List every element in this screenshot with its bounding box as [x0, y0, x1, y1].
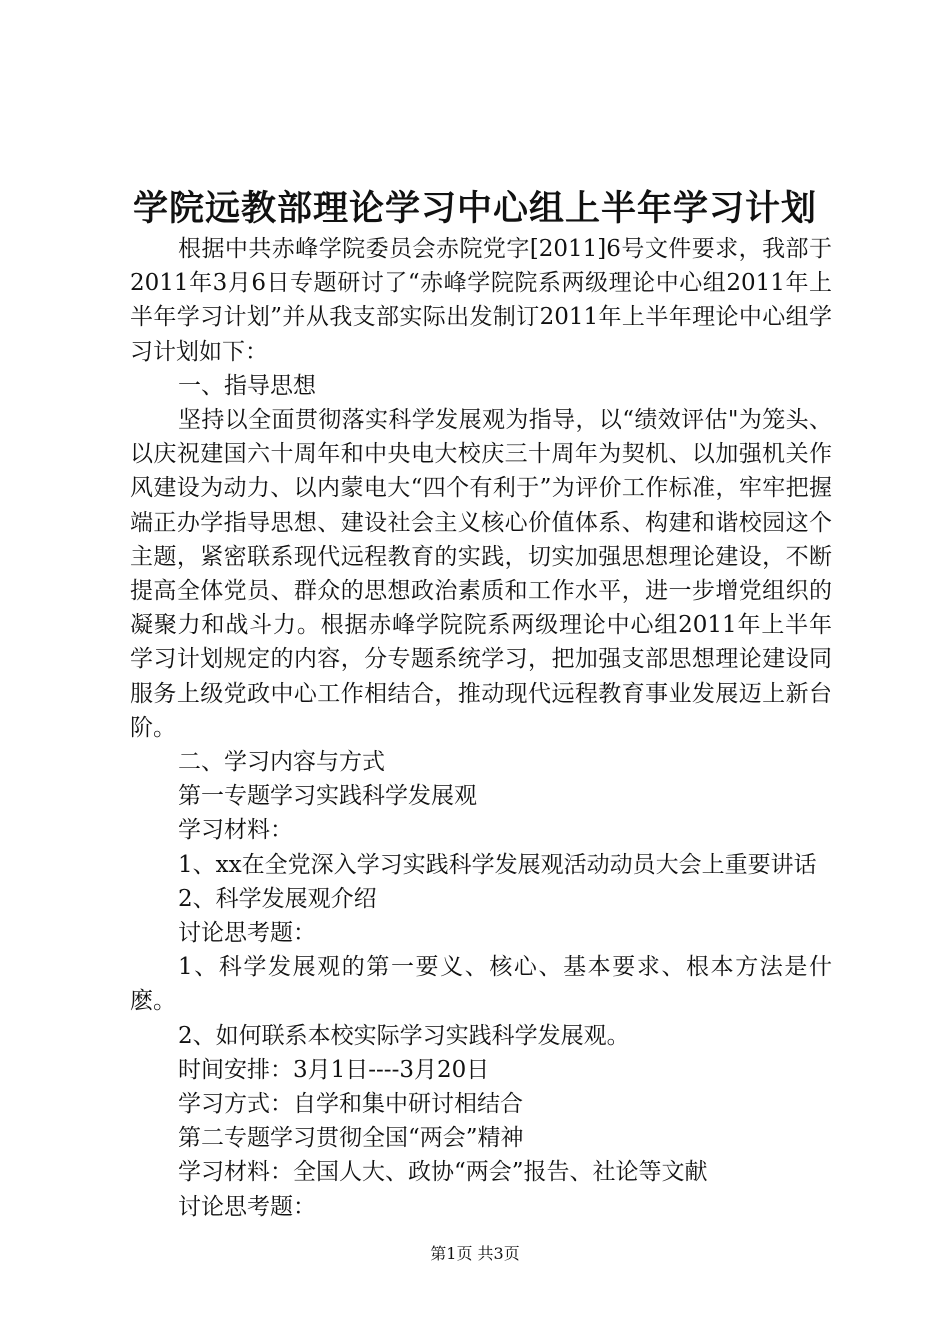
- topic-1-schedule: 时间安排：3月1日----3月20日: [178, 1056, 490, 1083]
- topic-1-questions-label: 讨论思考题：: [178, 920, 316, 947]
- section-heading-content-method: 二、学习内容与方式: [178, 749, 385, 776]
- document-title: 学院远教部理论学习中心组上半年学习计划: [132, 188, 817, 229]
- topic-1-question-2: 2、如何联系本校实际学习实践科学发展观。: [178, 1022, 630, 1049]
- document-body: [130, 232, 832, 1224]
- topic-1-heading: 第一专题学习实践科学发展观: [178, 783, 477, 810]
- topic-1-material-2: 2、科学发展观介绍: [178, 885, 377, 912]
- topic-2-heading: 第二专题学习贯彻全国“两会”精神: [178, 1125, 524, 1152]
- topic-1-question-1: 1、科学发展观的第一要义、核心、基本要求、根本方法是什麽。: [130, 954, 832, 1015]
- paragraph-guiding-thought: 坚持以全面贯彻落实科学发展观为指导，以“绩效评估"为笼头、以庆祝建国六十周年和中央电大校庆三十周年为契机、以加强机关作风建设为动力、以内蒙电大“四个有利于”为评价工作标准，牢牢把握端正办学指导思想、建设社会主义核心价值体系、构建和谐校园这个主题，紧密联系现代远程教育的实践，切实加强思想理论建设，不断提高全体党员、群众的思想政治素质和工作水平，进一步增党组织的凝聚力和战斗力。根据赤峰学院院系两级理论中心组2011年上半年学习计划规定的内容，分专题系统学习，把加强支部思想理论建设同服务上级党政中心工作相结合，推动现代远程教育事业发展迈上新台阶。: [130, 407, 832, 741]
- paragraph-intro: 根据中共赤峰学院委员会赤院党字[2011]6号文件要求，我部于2011年3月6日专题研讨了“赤峰学院院系两级理论中心组2011年上半年学习计划”并从我支部实际出发制订2011年上半年理论中心组学习计划如下：: [130, 236, 832, 365]
- topic-1-materials-label: 学习材料：: [178, 817, 293, 844]
- topic-1-method: 学习方式：自学和集中研讨相结合: [178, 1091, 523, 1118]
- topic-2-questions-label: 讨论思考题：: [178, 1193, 316, 1220]
- topic-2-materials: 学习材料：全国人大、政协“两会”报告、社论等文献: [178, 1159, 708, 1186]
- page-number-footer: 第1页 共3页: [430, 1244, 520, 1263]
- topic-1-material-1: 1、xx在全党深入学习实践科学发展观活动动员大会上重要讲话: [178, 851, 817, 878]
- section-heading-guiding-thought: 一、指导思想: [178, 372, 316, 399]
